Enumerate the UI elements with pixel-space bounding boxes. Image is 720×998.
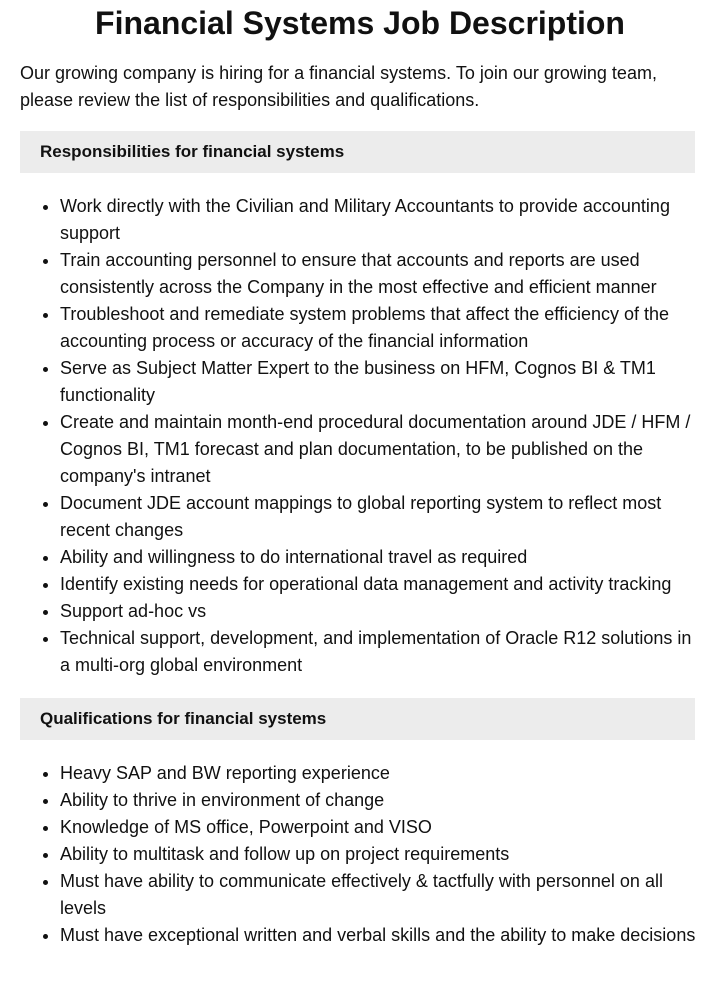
intro-paragraph: Our growing company is hiring for a financial systems. To join our growing team, please review the list of responsibilities and qualifications. bbox=[20, 63, 657, 110]
list-item: • Heavy SAP and BW reporting experience bbox=[60, 760, 700, 787]
list-item: • Work directly with the Civilian and Military Accountants to provide accounting support bbox=[60, 193, 700, 247]
qualifications-list bbox=[0, 760, 700, 949]
list-item: • Serve as Subject Matter Expert to the business on HFM, Cognos BI & TM1 functionality bbox=[60, 355, 700, 409]
responsibilities-list bbox=[0, 193, 700, 679]
list-item: • Document JDE account mappings to global reporting system to reflect most recent changes bbox=[60, 490, 700, 544]
qualifications-heading: Qualifications for financial systems bbox=[20, 698, 695, 740]
list-item: • Ability to thrive in environment of change bbox=[60, 787, 700, 814]
page-title: Financial Systems Job Description bbox=[95, 5, 625, 41]
list-item: • Train accounting personnel to ensure that accounts and reports are used consistently across the Company in the most effective and efficient manner bbox=[60, 247, 700, 301]
list-item: • Technical support, development, and implementation of Oracle R12 solutions in a multi-org global environment bbox=[60, 625, 700, 679]
list-item: • Troubleshoot and remediate system problems that affect the efficiency of the accounting process or accuracy of the financial information bbox=[60, 301, 700, 355]
responsibilities-heading: Responsibilities for financial systems bbox=[20, 131, 695, 173]
list-item: • Support ad-hoc vs bbox=[60, 598, 700, 625]
list-item: • Ability and willingness to do international travel as required bbox=[60, 544, 700, 571]
list-item: • Must have exceptional written and verbal skills and the ability to make decisions bbox=[60, 922, 700, 949]
list-item: • Create and maintain month-end procedural documentation around JDE / HFM / Cognos BI, TM1 forecast and plan documentation, to be published on the company's intranet bbox=[60, 409, 700, 490]
list-item: • Must have ability to communicate effectively & tactfully with personnel on all levels bbox=[60, 868, 700, 922]
list-item: • Knowledge of MS office, Powerpoint and VISO bbox=[60, 814, 700, 841]
list-item: • Ability to multitask and follow up on project requirements bbox=[60, 841, 700, 868]
list-item: • Identify existing needs for operational data management and activity tracking bbox=[60, 571, 700, 598]
